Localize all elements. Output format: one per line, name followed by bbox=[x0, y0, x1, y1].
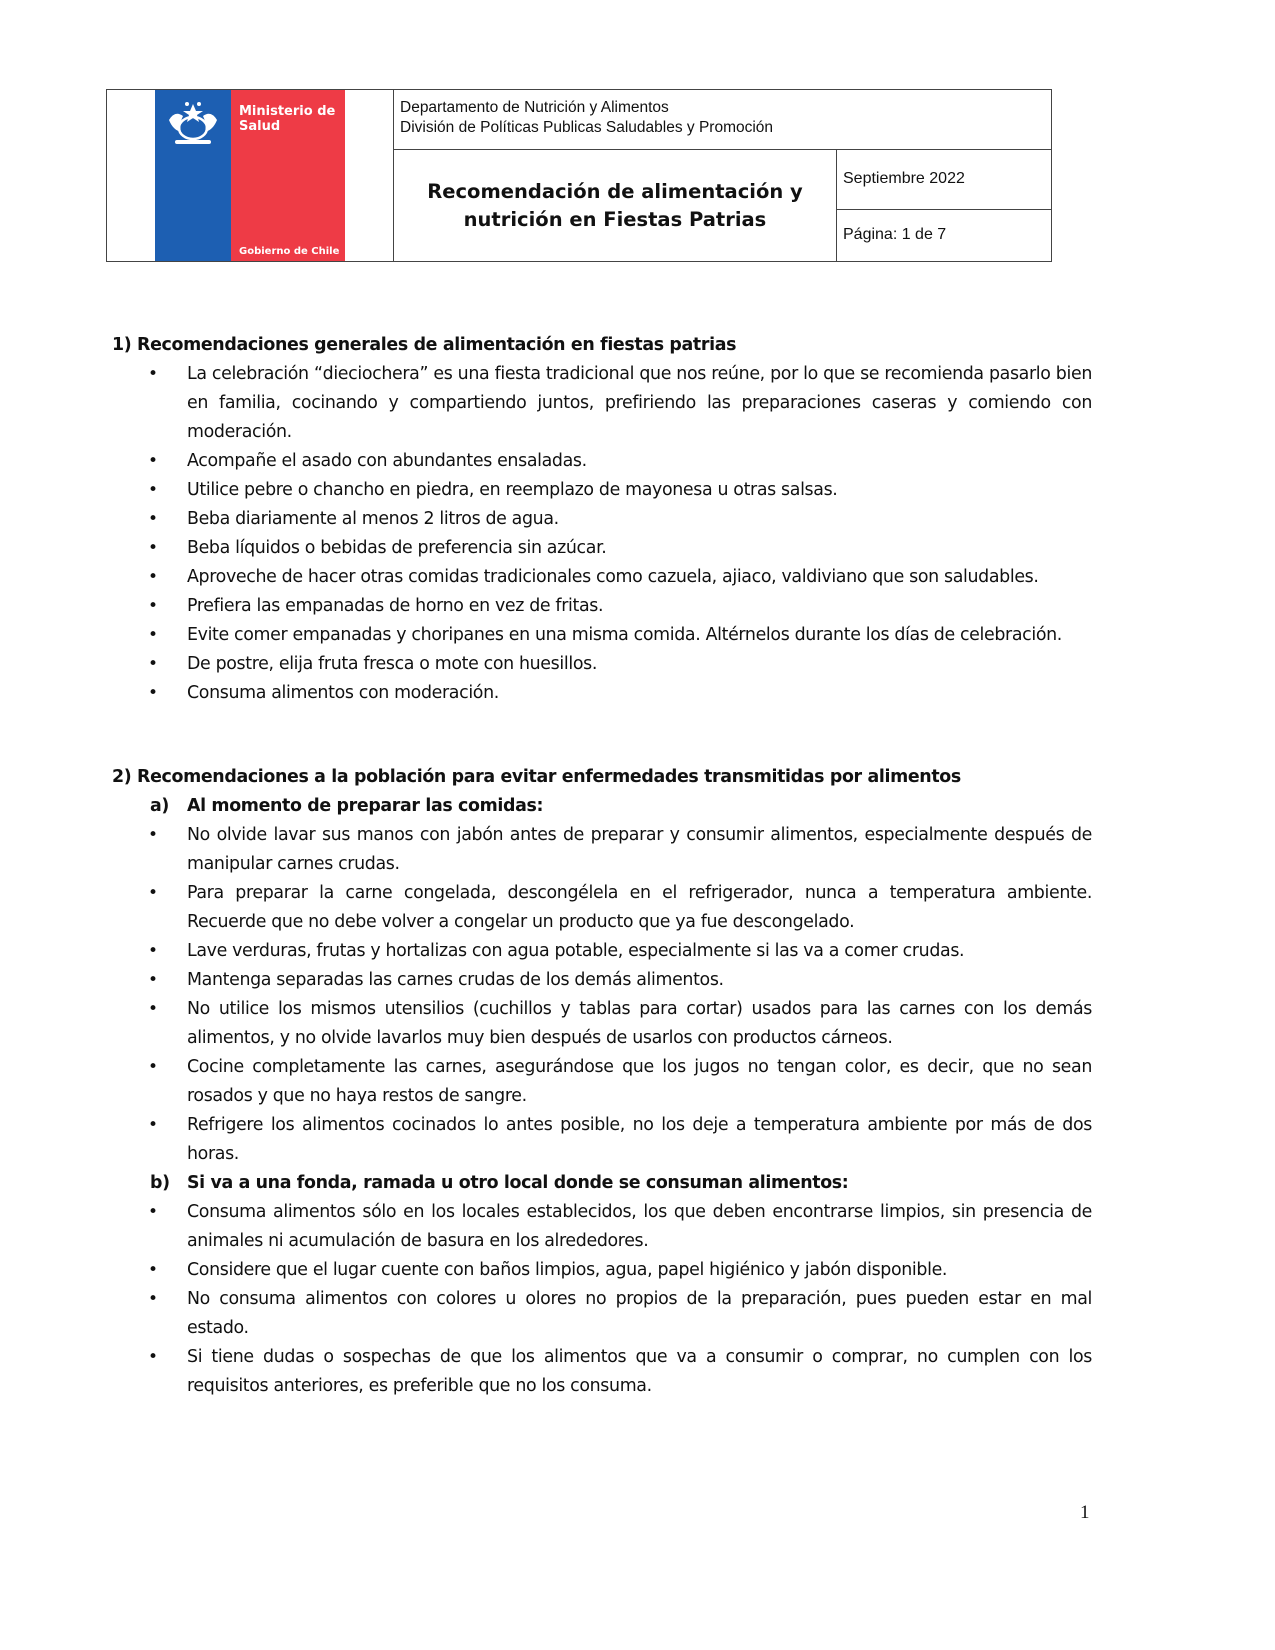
list-item: • La celebración “dieciochera” es una fiesta tradicional que nos reúne, por lo que se recomienda pasarlo bien en familia, cocinando y compartiendo juntos, prefiriendo las preparaciones caseras y comiendo con moderación. bbox=[112, 360, 1092, 447]
subsection-b-label: Si va a una fonda, ramada u otro local donde se consuman alimentos: bbox=[187, 1173, 849, 1193]
logo-blue-panel bbox=[155, 90, 231, 261]
logo-line1: Ministerio de bbox=[239, 104, 336, 119]
subsection-a-heading bbox=[112, 792, 1092, 821]
list-item: • Beba diariamente al menos 2 litros de agua. bbox=[112, 505, 1092, 534]
section2-heading: 2) Recomendaciones a la población para evitar enfermedades transmitidas por alimentos bbox=[112, 767, 961, 787]
logo-line2: Salud bbox=[239, 119, 281, 134]
subsection-b-letter: b) bbox=[150, 1173, 170, 1193]
logo-cell bbox=[107, 90, 394, 261]
document-header bbox=[106, 89, 1052, 262]
list-item: • Utilice pebre o chancho en piedra, en reemplazo de mayonesa u otras salsas. bbox=[112, 476, 1092, 505]
section-spacer bbox=[112, 708, 1092, 763]
header-bottom-row bbox=[394, 150, 1051, 261]
list-item: • Consuma alimentos con moderación. bbox=[112, 679, 1092, 708]
list-item: • No olvide lavar sus manos con jabón antes de preparar y consumir alimentos, especialmente después de manipular carnes crudas. bbox=[112, 821, 1092, 879]
document-title bbox=[394, 150, 837, 261]
list-item: • No consuma alimentos con colores u olores no propios de la preparación, pues pueden estar en mal estado. bbox=[112, 1285, 1092, 1343]
logo-red-panel bbox=[231, 90, 345, 261]
list-item: • No utilice los mismos utensilios (cuchillos y tablas para cortar) usados para las carnes con los demás alimentos, y no olvide lavarlos muy bien después de usarlos con productos cárneos. bbox=[112, 995, 1092, 1053]
title-line2: nutrición en Fiestas Patrias bbox=[463, 207, 767, 231]
list-item: • Lave verduras, frutas y hortalizas con agua potable, especialmente si las va a comer crudas. bbox=[112, 937, 1092, 966]
list-item: • Refrigere los alimentos cocinados lo antes posible, no los deje a temperatura ambiente por más de dos horas. bbox=[112, 1111, 1092, 1169]
page-number: 1 bbox=[1080, 1502, 1090, 1523]
title-line1: Recomendación de alimentación y bbox=[427, 179, 803, 203]
logo-government-text: Gobierno de Chile bbox=[239, 246, 340, 257]
list-item: • Consuma alimentos sólo en los locales establecidos, los que deben encontrarse limpios, sin presencia de animales ni acumulación de basura en los alrededores. bbox=[112, 1198, 1092, 1256]
meta-cell bbox=[837, 150, 1051, 261]
page-indicator: Página: 1 de 7 bbox=[843, 226, 947, 243]
logo-ministry-text bbox=[239, 104, 335, 134]
list-item: • De postre, elija fruta fresca o mote con huesillos. bbox=[112, 650, 1092, 679]
coat-of-arms-icon bbox=[161, 98, 225, 148]
subsection-a-list bbox=[112, 821, 1092, 1169]
list-item: • Beba líquidos o bebidas de preferencia sin azúcar. bbox=[112, 534, 1092, 563]
department-name: Departamento de Nutrición y Alimentos bbox=[400, 99, 669, 116]
list-item: • Para preparar la carne congelada, descongélela en el refrigerador, nunca a temperatura ambiente. Recuerde que no debe volver a congelar un producto que ya fue descongelado. bbox=[112, 879, 1092, 937]
document-body bbox=[112, 331, 1092, 1401]
document-date: Septiembre 2022 bbox=[837, 150, 1051, 210]
subsection-a-label: Al momento de preparar las comidas: bbox=[187, 796, 544, 816]
department-cell bbox=[394, 90, 1051, 150]
subsection-b-list bbox=[112, 1198, 1092, 1401]
list-item: • Si tiene dudas o sospechas de que los alimentos que va a consumir o comprar, no cumplen con los requisitos anteriores, es preferible que no los consuma. bbox=[112, 1343, 1092, 1401]
list-item: • Aproveche de hacer otras comidas tradicionales como cazuela, ajiaco, valdiviano que son saludables. bbox=[112, 563, 1092, 592]
list-item: • Cocine completamente las carnes, asegurándose que los jugos no tengan color, es decir, que no sean rosados y que no haya restos de sangre. bbox=[112, 1053, 1092, 1111]
list-item: • Acompañe el asado con abundantes ensaladas. bbox=[112, 447, 1092, 476]
division-name: División de Políticas Publicas Saludables y Promoción bbox=[400, 119, 774, 136]
subsection-a-letter: a) bbox=[150, 796, 169, 816]
list-item: • Evite comer empanadas y choripanes en una misma comida. Altérnelos durante los días de celebración. bbox=[112, 621, 1092, 650]
list-item: • Considere que el lugar cuente con baños limpios, agua, papel higiénico y jabón disponible. bbox=[112, 1256, 1092, 1285]
header-info-block bbox=[394, 90, 1051, 261]
ministry-logo bbox=[155, 90, 345, 261]
list-item: • Mantenga separadas las carnes crudas de los demás alimentos. bbox=[112, 966, 1092, 995]
section1-heading: 1) Recomendaciones generales de alimentación en fiestas patrias bbox=[112, 335, 737, 355]
subsection-b-heading bbox=[112, 1169, 1092, 1198]
list-item: • Prefiera las empanadas de horno en vez de fritas. bbox=[112, 592, 1092, 621]
section1-list bbox=[112, 360, 1092, 708]
